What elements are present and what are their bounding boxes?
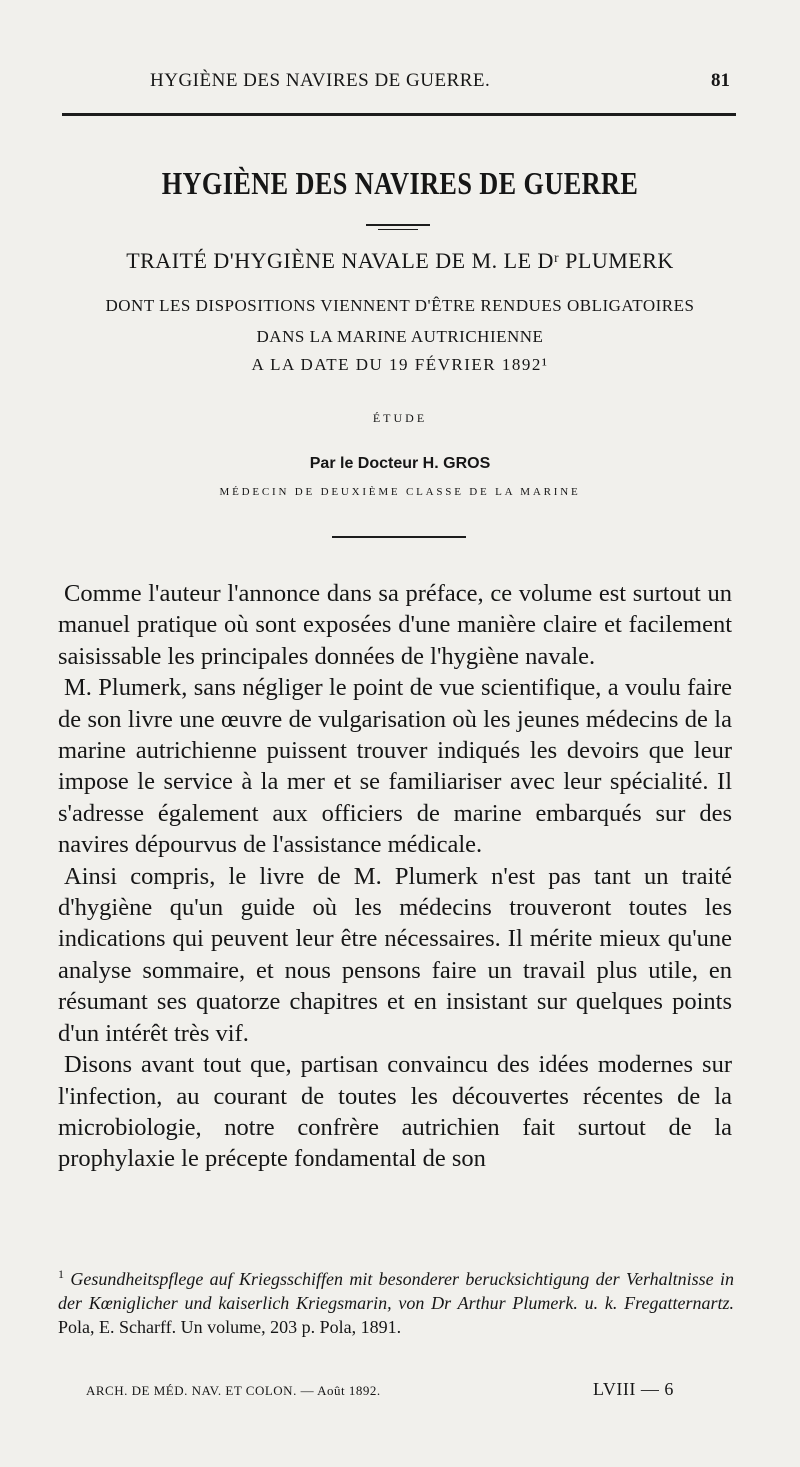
footnote-title: Gesundheitspflege auf Kriegsschiffen mit besonderer berucksichtigung der Verhaltnisse in der Kœniglicher und kaiserlich Kriegsmarin, von Dr Arthur Plumerk. u. k. Fregatternartz. [58, 1269, 734, 1313]
article-title: HYGIÈNE DES NAVIRES DE GUERRE [161, 165, 639, 201]
volume-number: LVIII — 6 [593, 1379, 674, 1399]
body-text [58, 578, 732, 1175]
page-number: 81 [711, 70, 730, 91]
author-line: Par le Docteur H. GROS [309, 455, 491, 472]
footnote-marker: 1 [58, 1267, 64, 1281]
body-paragraph: Comme l'auteur l'annonce dans sa préface, ce volume est surtout un manuel pratique où sont exposées d'une manière claire et facilement saisissable les principales données de l'hygiène navale. [58, 580, 732, 670]
title-rule-lower [378, 229, 418, 230]
section-label: ÉTUDE [372, 411, 428, 425]
article-subtitle-line-3: DANS LA MARINE AUTRICHIENNE [256, 327, 544, 346]
section-rule [332, 536, 466, 538]
article-subtitle-line-2: DONT LES DISPOSITIONS VIENNENT D'ÊTRE RENDUES OBLIGATOIRES [105, 296, 695, 315]
body-paragraph: Disons avant tout que, partisan convaincu des idées modernes sur l'infection, au courant de toutes les découvertes récentes de la microbiologie, notre confrère autrichien fait surtout de la prophylaxie le précepte fondamental de son [58, 1051, 732, 1173]
header-rule [62, 113, 736, 116]
footnote-publisher: Pola, E. Scharff. Un volume, 203 p. Pola, 1891. [58, 1317, 402, 1337]
footnote [58, 1262, 734, 1339]
author-role: MÉDECIN DE DEUXIÈME CLASSE DE LA MARINE [219, 486, 581, 498]
article-subtitle-main: TRAITÉ D'HYGIÈNE NAVALE DE M. LE Dʳ PLUMERK [126, 248, 674, 273]
body-paragraph: M. Plumerk, sans négliger le point de vue scientifique, a voulu faire de son livre une œuvre de vulgarisation où les jeunes médecins de la marine autrichienne puissent trouver indiqués les devoirs que leur impose le service à la mer et se familiariser avec leur spécialité. Il s'adresse également aux officiers de marine embarqués sur des navires dépourvus de l'assistance médicale. [58, 674, 732, 859]
running-head: HYGIÈNE DES NAVIRES DE GUERRE. [150, 70, 491, 91]
body-paragraph: Ainsi compris, le livre de M. Plumerk n'est pas tant un traité d'hygiène qu'un guide où les médecins trouveront toutes les indications qui peuvent leur être nécessaires. Il mérite mieux qu'une analyse sommaire, et nous pensons faire un travail plus utile, en résumant ses quatorze chapitres et en insistant sur quelques points d'un intérêt très vif. [58, 862, 732, 1047]
title-rule-upper [366, 224, 430, 226]
journal-footer: ARCH. DE MÉD. NAV. ET COLON. — Août 1892. [86, 1383, 381, 1398]
article-subtitle-line-4: A LA DATE DU 19 FÉVRIER 1892¹ [251, 355, 549, 374]
